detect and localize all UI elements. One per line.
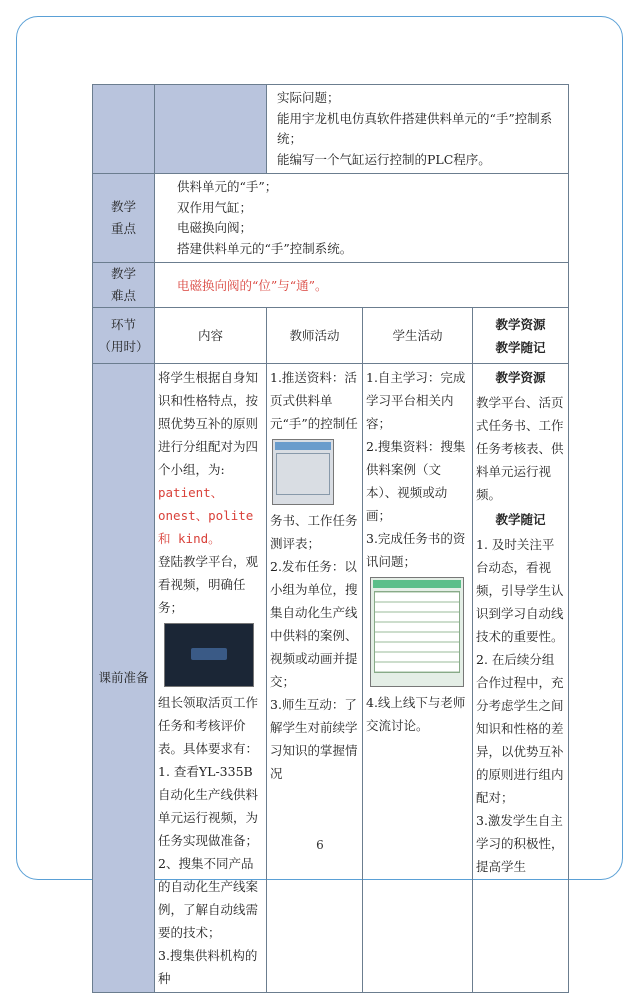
resource-cell [473, 364, 569, 993]
notes-text: 1. 及时关注平台动态，看视频，引导学生认识到学习自动线技术的重要性。 [476, 537, 564, 644]
difficulty-label: 教学 难点 [93, 263, 155, 308]
lesson-plan-table [92, 84, 569, 993]
teacher-text: 1.推送资料：活页式供料单元“手”的控制任 [270, 370, 358, 431]
student-cell [363, 364, 473, 993]
focus-label: 教学 重点 [93, 174, 155, 263]
content-text: 3.搜集供料机构的种 [158, 948, 258, 986]
objective-line: 实际问题； [277, 90, 340, 105]
teacher-text: 务书、工作任务测评表； [270, 513, 358, 551]
student-text: 3.完成任务书的资讯问题； [366, 531, 466, 569]
resource-text: 教学平台、活页式任务书、工作任务考核表、供料单元运行视频。 [476, 395, 564, 502]
blank-side-cell [93, 85, 155, 174]
page-number: 6 [316, 838, 324, 852]
notes-text: 2. 在后续分组合作过程中，充分考虑学生之间知识和性格的差异，以优势互补的原则进行组内配对； [476, 652, 564, 805]
resource-title: 教学资源 [495, 370, 546, 385]
blank-side-cell-2 [155, 85, 267, 174]
resource-header: 教学资源 教学随记 [473, 308, 569, 364]
objective-line: 能用宇龙机电仿真软件搭建供料单元的“手”控制系统； [277, 110, 553, 146]
teacher-header: 教师活动 [267, 308, 363, 364]
notes-title: 教学随记 [495, 512, 546, 527]
task-sheet-image [272, 439, 334, 505]
content-cell [155, 364, 267, 993]
stage-cell: 课前准备 [93, 364, 155, 993]
student-text: 4.线上线下与老师交流讨论。 [366, 695, 466, 733]
content-text: 1. 查看YL-335B自动化生产线供料单元运行视频，为任务实现做准备； [158, 764, 259, 848]
content-text: 将学生根据自身知识和性格特点，按照优势互补的原则进行分组配对为四个小组，为: [158, 370, 259, 477]
content-text: 登陆教学平台，观看视频，明确任务； [158, 554, 259, 615]
student-text: 1.自主学习：完成学习平台相关内容； [366, 370, 466, 431]
teacher-cell [267, 364, 363, 993]
content-header: 内容 [155, 308, 267, 364]
difficulty-cell [155, 263, 569, 308]
notes-text: 3.激发学生自主学习的积极性，提高学生 [476, 813, 564, 874]
objective-line: 能编写一个气缸运行控制的PLC程序。 [277, 151, 491, 167]
focus-item: 双作用气缸； [177, 199, 253, 215]
difficulty-text: 电磁换向阀的“位”与“通”。 [177, 278, 328, 293]
group-names: patient、onest、polite 和 kind。 [158, 485, 254, 546]
focus-item: 供料单元的“手”； [177, 179, 278, 194]
stage-header: 环节 （用时） [93, 308, 155, 364]
student-text: 2.搜集资料：搜集供料案例（文本）、视频或动画； [366, 439, 466, 523]
video-screenshot-image [164, 623, 254, 687]
objectives-cell [267, 85, 569, 174]
focus-cell [155, 174, 569, 263]
student-header: 学生活动 [363, 308, 473, 364]
focus-item: 电磁换向阀； [177, 220, 253, 235]
content-text: 2、搜集不同产品的自动化生产线案例，了解自动线需要的技术； [158, 856, 259, 940]
info-sheet-image [370, 577, 464, 687]
teacher-text: 3.师生互动：了解学生对前续学习知识的掌握情况 [270, 697, 358, 781]
content-text: 组长领取活页工作任务和考核评价表。具体要求有： [158, 695, 259, 756]
teacher-text: 2.发布任务：以小组为单位，搜集自动化生产线中供料的案例、视频或动画并提交； [270, 559, 358, 689]
focus-item: 搭建供料单元的“手”控制系统。 [177, 240, 353, 256]
